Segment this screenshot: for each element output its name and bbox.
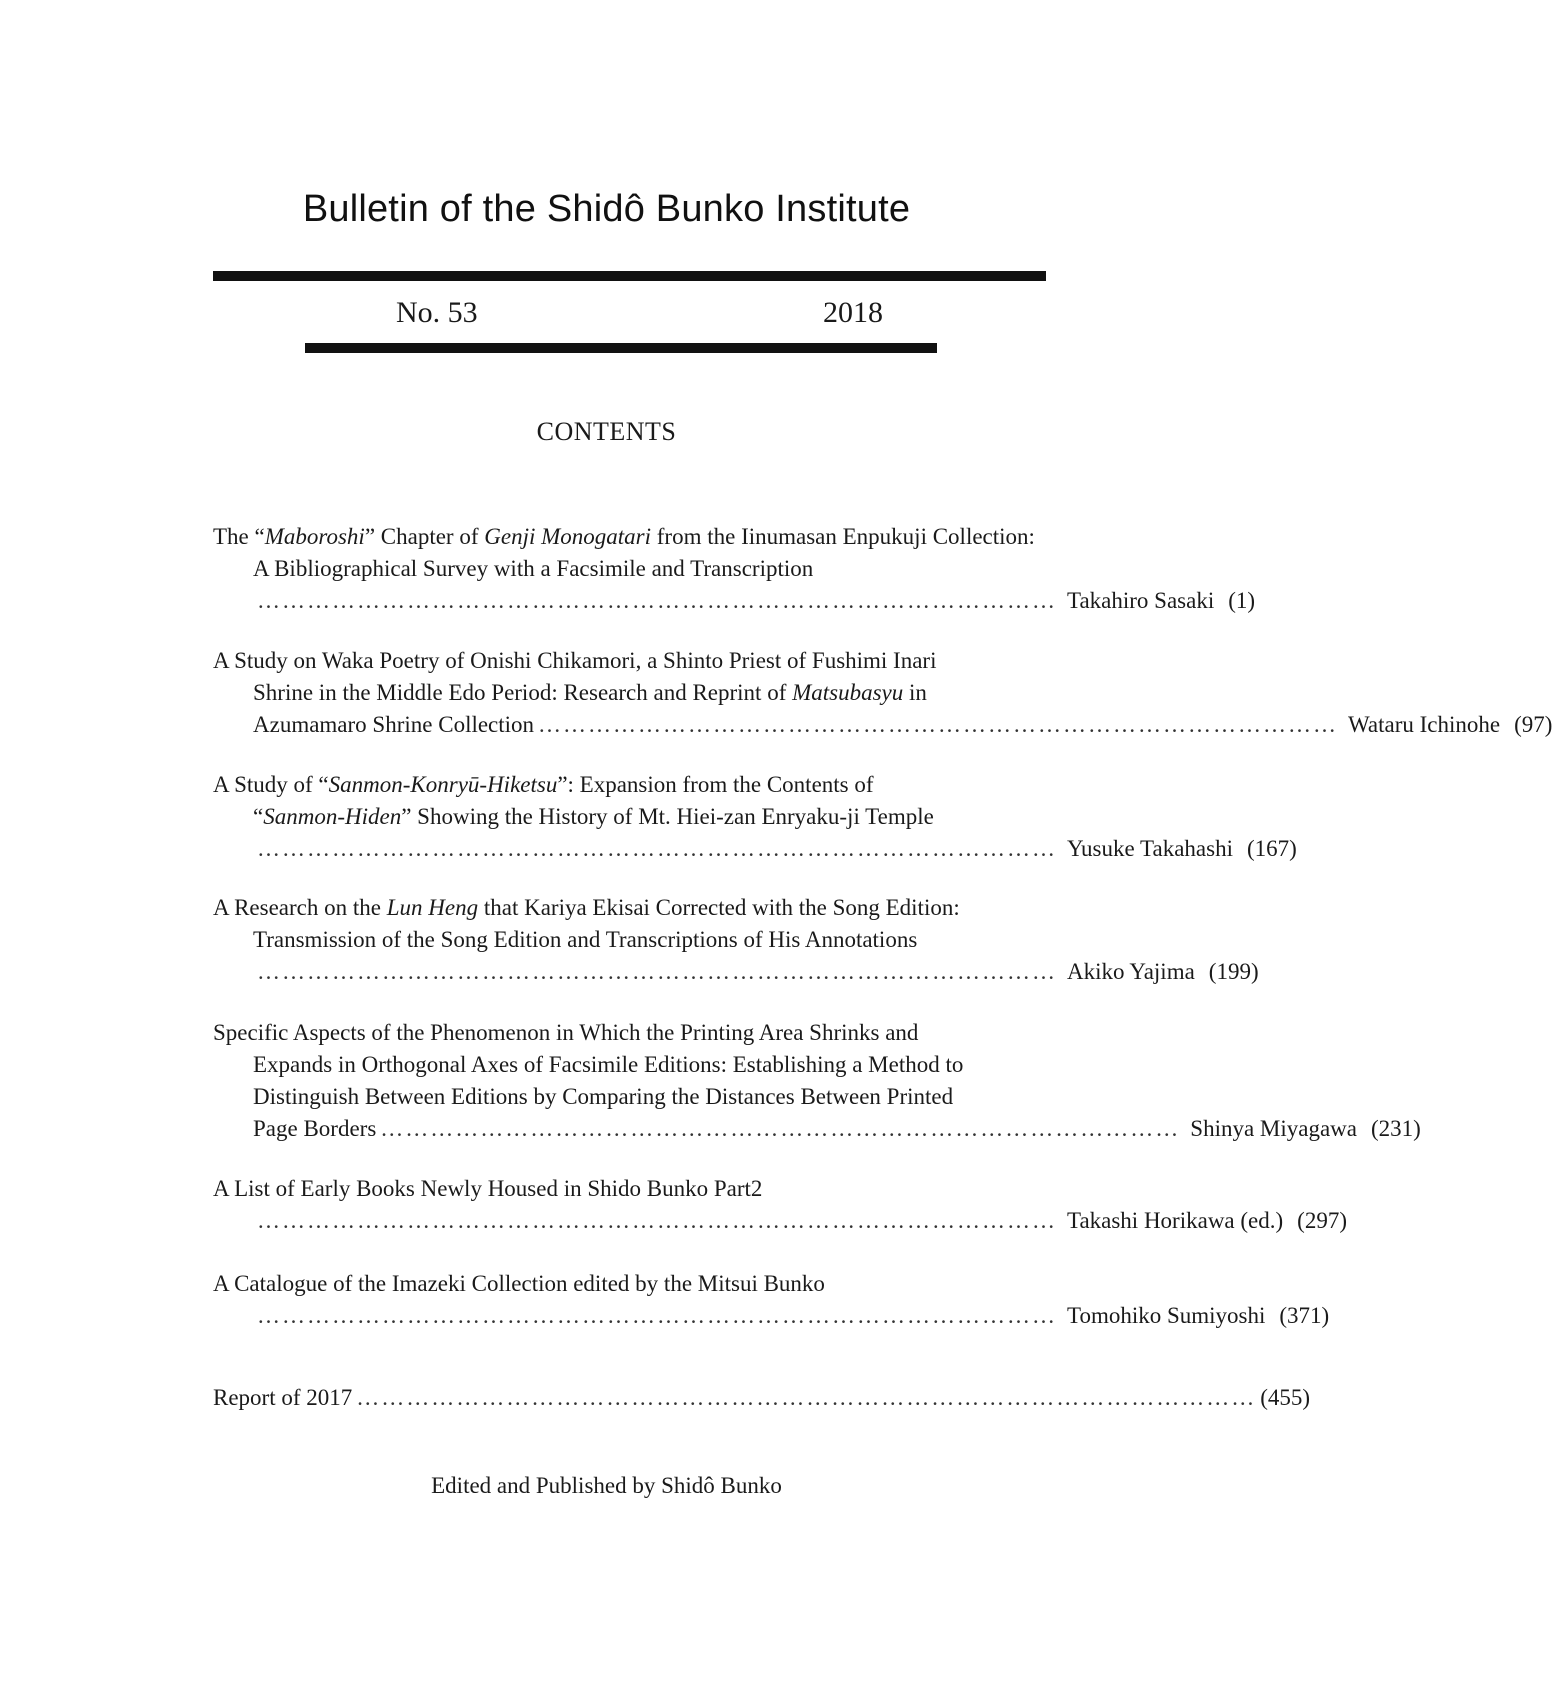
entry-page: (297) — [1297, 1208, 1347, 1233]
entry-title-line: Azumamaro Shrine Collection — [253, 712, 535, 737]
toc-entry-4 — [213, 892, 1259, 988]
entry-title-line: Expands in Orthogonal Axes of Facsimile Editions: Establishing a Method to — [253, 1052, 964, 1077]
dot-leader: …………………………………………………………………………………… — [538, 712, 1339, 737]
entry-title-line: A List of Early Books Newly Housed in Shido Bunko Part2 — [213, 1176, 763, 1201]
publisher-footer: Edited and Published by Shidô Bunko — [431, 1473, 782, 1498]
issue-year: 2018 — [823, 296, 883, 329]
entry-page: (371) — [1279, 1303, 1330, 1328]
report-label: Report of 2017 — [213, 1385, 353, 1410]
toc-entry-2 — [213, 645, 1552, 741]
toc-entry-5 — [213, 1017, 1421, 1145]
entry-leader-line — [213, 1113, 1421, 1145]
toc-entry-6 — [213, 1173, 1347, 1237]
entry-title-line: A Study on Waka Poetry of Onishi Chikamori, a Shinto Priest of Fushimi Inari — [213, 648, 937, 673]
issue-number: No. 53 — [396, 296, 478, 329]
entry-page: (97) — [1514, 712, 1552, 737]
bottom-rule — [305, 343, 937, 353]
entry-page: (1) — [1228, 588, 1256, 613]
entry-leader-line — [213, 1382, 1311, 1414]
dot-leader: …………………………………………………………………………………… — [257, 1303, 1057, 1328]
entry-author: Akiko Yajima — [1067, 959, 1195, 984]
entry-author: Takahiro Sasaki — [1067, 588, 1215, 613]
report-page: (455) — [1260, 1385, 1311, 1410]
entry-page: (167) — [1246, 836, 1297, 861]
entry-author: Takashi Horikawa (ed.) — [1067, 1208, 1284, 1233]
entry-title-line: Shrine in the Middle Edo Period: Research and Reprint of Matsubasyu in — [253, 680, 927, 705]
entry-title-line: Specific Aspects of the Phenomenon in Which the Printing Area Shrinks and — [213, 1020, 919, 1045]
dot-leader: ……………………………………………………………………………………………… — [356, 1385, 1257, 1410]
entry-leader-line — [213, 585, 1256, 617]
dot-leader: …………………………………………………………………………………… — [257, 959, 1057, 984]
entry-author: Tomohiko Sumiyoshi — [1067, 1303, 1266, 1328]
entry-title-line: Distinguish Between Editions by Comparing the Distances Between Printed — [253, 1084, 954, 1109]
entry-author: Yusuke Takahashi — [1067, 836, 1233, 861]
toc-report — [213, 1382, 1311, 1414]
entry-page: (231) — [1371, 1116, 1421, 1141]
bulletin-title: Bulletin of the Shidô Bunko Institute — [302, 188, 911, 230]
entry-leader-line — [213, 1300, 1330, 1332]
entry-title-line: Page Borders — [253, 1116, 377, 1141]
entry-title-line: A Research on the Lun Heng that Kariya Ekisai Corrected with the Song Edition: — [213, 895, 960, 920]
dot-leader: …………………………………………………………………………………… — [380, 1116, 1181, 1141]
toc-entry-7 — [213, 1268, 1330, 1332]
entry-leader-line — [213, 956, 1259, 988]
entry-title-line: A Study of “Sanmon-Konryū-Hiketsu”: Expansion from the Contents of — [213, 772, 874, 797]
toc-entry-3 — [213, 769, 1297, 865]
entry-leader-line — [213, 1205, 1347, 1237]
entry-author: Shinya Miyagawa — [1190, 1116, 1357, 1141]
dot-leader: …………………………………………………………………………………… — [257, 836, 1057, 861]
toc-entry-1 — [213, 521, 1256, 617]
contents-heading: CONTENTS — [536, 417, 677, 446]
entry-title-line: Transmission of the Song Edition and Transcriptions of His Annotations — [253, 927, 918, 952]
entry-author: Wataru Ichinohe — [1348, 712, 1501, 737]
entry-title-line: A Bibliographical Survey with a Facsimile and Transcription — [253, 556, 814, 581]
entry-title-line: The “Maboroshi” Chapter of Genji Monogatari from the Iinumasan Enpukuji Collection: — [213, 524, 1035, 549]
entry-page: (199) — [1208, 959, 1259, 984]
dot-leader: …………………………………………………………………………………… — [257, 1208, 1057, 1233]
entry-title-line: “Sanmon-Hiden” Showing the History of Mt. Hiei-zan Enryaku-ji Temple — [253, 804, 934, 829]
top-rule — [213, 271, 1046, 281]
entry-leader-line — [213, 833, 1297, 865]
entry-title-line: A Catalogue of the Imazeki Collection edited by the Mitsui Bunko — [213, 1271, 825, 1296]
entry-leader-line — [213, 709, 1552, 741]
dot-leader: …………………………………………………………………………………… — [257, 588, 1057, 613]
